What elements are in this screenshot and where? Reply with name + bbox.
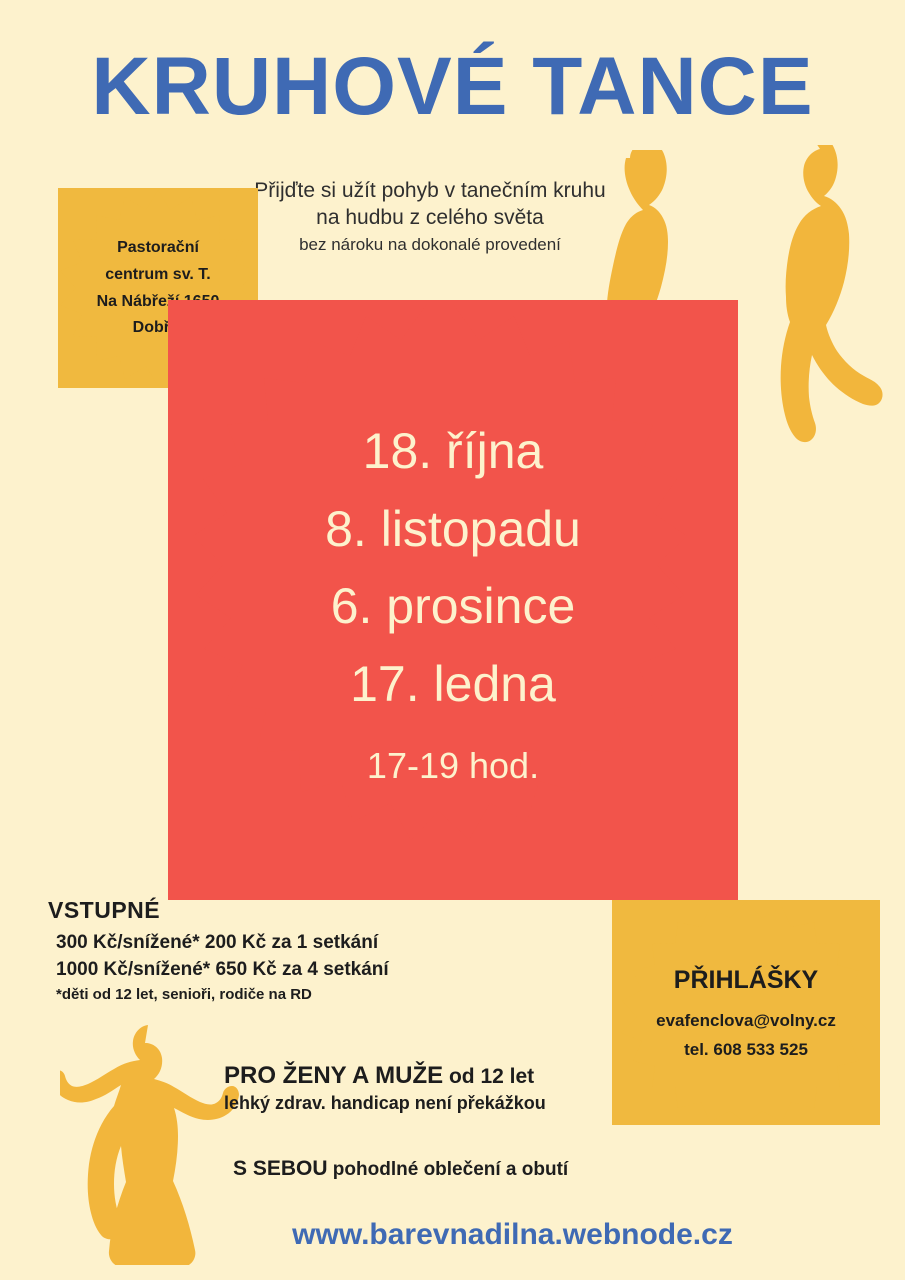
audience-line-1-rest: od 12 let — [443, 1065, 535, 1088]
signup-heading: PŘIHLÁŠKY — [673, 965, 819, 994]
page-title: KRUHOVÉ TANCE — [91, 41, 814, 132]
bring-block — [233, 1157, 568, 1181]
dates-badge — [168, 300, 738, 900]
audience-line-1 — [224, 1062, 546, 1090]
pricing-note: *děti od 12 let, senioři, rodiče na RD — [56, 985, 312, 1003]
bring-strong: S SEBOU — [233, 1157, 328, 1180]
venue-line-3: Na Nábřeží 1650 — [96, 292, 220, 310]
signup-badge — [612, 900, 880, 1125]
dates-badge-content — [168, 300, 738, 900]
pricing-block — [48, 897, 389, 1003]
audience-block — [224, 1062, 546, 1114]
pricing-line-2: 1000 Kč/snížené* 650 Kč za 4 setkání — [56, 958, 389, 980]
intro-line-3: bez nároku na dokonalé provedení — [299, 234, 561, 254]
intro-line-1: Přijďte si užít pohyb v tanečním kruhu — [254, 179, 606, 202]
signup-phone: tel. 608 533 525 — [684, 1039, 808, 1059]
date-item: 18. října — [362, 423, 544, 479]
date-item: 6. prosince — [330, 578, 576, 634]
venue-line-2: centrum sv. T. — [105, 265, 211, 283]
audience-line-1-strong: PRO ŽENY A MUŽE — [224, 1062, 444, 1089]
venue-line-4: Dobříš — [132, 319, 184, 337]
venue-line-1: Pastorační — [117, 239, 199, 257]
audience-line-2: lehký zdrav. handicap není překážkou — [224, 1093, 546, 1113]
date-item: 17. ledna — [350, 655, 556, 712]
pricing-heading: VSTUPNÉ — [48, 897, 161, 923]
website-link[interactable]: www.barevnadilna.webnode.cz — [292, 1218, 733, 1251]
pricing-line-1: 300 Kč/snížené* 200 Kč za 1 setkání — [56, 932, 379, 953]
dancer-silhouette-icon — [720, 145, 895, 485]
intro-line-2: na hudbu z celého světa — [316, 205, 544, 229]
signup-badge-content — [612, 900, 880, 1125]
date-item: 8. listopadu — [325, 500, 581, 557]
bring-rest: pohodlné oblečení a obutí — [327, 1159, 569, 1180]
signup-email[interactable]: evafenclova@volny.cz — [656, 1010, 836, 1030]
event-time: 17-19 hod. — [366, 745, 540, 786]
